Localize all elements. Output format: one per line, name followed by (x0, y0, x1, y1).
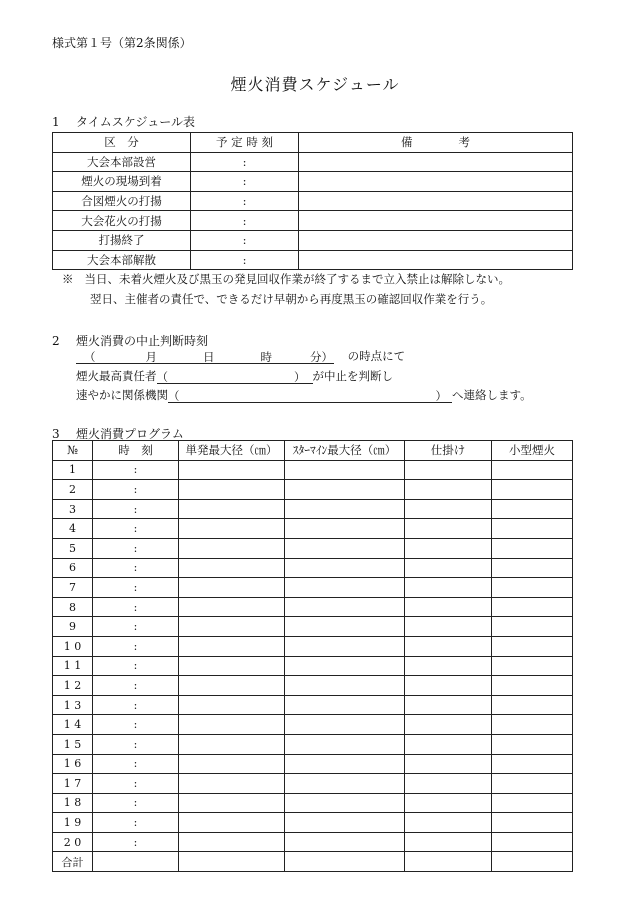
single-shell-cell[interactable] (179, 519, 285, 539)
set-piece-cell[interactable] (405, 597, 492, 617)
program-time-cell[interactable]: : (93, 793, 179, 813)
minute-label: 分） (310, 350, 333, 364)
set-piece-cell[interactable] (405, 813, 492, 833)
time-schedule-table (52, 132, 573, 270)
program-time-cell[interactable]: : (93, 832, 179, 852)
agency-line (76, 387, 532, 403)
starmine-cell[interactable] (285, 695, 405, 715)
single-shell-cell[interactable] (179, 460, 285, 480)
single-shell-cell[interactable] (179, 578, 285, 598)
section-1-number: 1 (52, 115, 60, 129)
program-time-cell[interactable]: : (93, 538, 179, 558)
fireworks-program-table (52, 440, 573, 872)
total-small-fireworks-cell[interactable] (492, 852, 573, 872)
set-piece-cell[interactable] (405, 480, 492, 500)
section-2-number: 2 (52, 334, 60, 348)
total-row (53, 852, 573, 872)
program-number-cell: 3 (53, 499, 93, 519)
agency-suffix: へ連絡します。 (452, 388, 532, 402)
set-piece-cell[interactable] (405, 793, 492, 813)
table-row (53, 832, 573, 852)
starmine-cell[interactable] (285, 676, 405, 696)
program-number-cell: 1 3 (53, 695, 93, 715)
table-row (53, 715, 573, 735)
manager-label: 煙火最高責任者 (76, 369, 157, 383)
program-time-cell[interactable]: : (93, 754, 179, 774)
single-shell-cell[interactable] (179, 636, 285, 656)
table-header-row (53, 133, 573, 153)
program-time-cell[interactable]: : (93, 715, 179, 735)
program-number-cell: 9 (53, 617, 93, 637)
set-piece-cell[interactable] (405, 519, 492, 539)
schedule-time-cell[interactable]: : (191, 211, 299, 231)
decision-datetime-line (76, 348, 405, 364)
section-1-title: タイムスケジュール表 (76, 115, 196, 129)
small-fireworks-cell[interactable] (492, 460, 573, 480)
set-piece-cell[interactable] (405, 715, 492, 735)
manager-suffix: が中止を判断し (312, 369, 393, 383)
schedule-item-label: 大会花火の打揚 (53, 211, 191, 231)
schedule-remarks-cell[interactable] (299, 172, 573, 192)
program-number-cell: 1 (53, 460, 93, 480)
header-category: 区 分 (53, 133, 191, 153)
manager-line (76, 368, 393, 384)
starmine-cell[interactable] (285, 617, 405, 637)
program-time-cell[interactable]: : (93, 813, 179, 833)
header-remarks: 備 考 (299, 133, 573, 153)
small-fireworks-cell[interactable] (492, 813, 573, 833)
program-time-cell[interactable]: : (93, 774, 179, 794)
header-single-shell-max-diameter: 単発最大径（㎝） (179, 441, 285, 461)
program-time-cell[interactable]: : (93, 499, 179, 519)
starmine-cell[interactable] (285, 480, 405, 500)
starmine-cell[interactable] (285, 460, 405, 480)
section-2-heading (52, 332, 208, 349)
note-mark: ※ (62, 272, 74, 286)
single-shell-cell[interactable] (179, 558, 285, 578)
program-number-cell: 1 4 (53, 715, 93, 735)
agency-paren-open: （ (168, 389, 180, 403)
small-fireworks-cell[interactable] (492, 538, 573, 558)
single-shell-cell[interactable] (179, 499, 285, 519)
set-piece-cell[interactable] (405, 774, 492, 794)
program-number-cell: 1 8 (53, 793, 93, 813)
section-1-heading (52, 113, 195, 130)
small-fireworks-cell[interactable] (492, 480, 573, 500)
program-time-cell[interactable]: : (93, 578, 179, 598)
program-time-cell[interactable]: : (93, 480, 179, 500)
program-time-cell[interactable]: : (93, 734, 179, 754)
program-time-cell[interactable]: : (93, 656, 179, 676)
table-row (53, 250, 573, 270)
day-label: 日 (203, 350, 215, 364)
month-label: 月 (145, 350, 157, 364)
total-single-shell-cell[interactable] (179, 852, 285, 872)
program-number-cell: 4 (53, 519, 93, 539)
header-scheduled-time: 予 定 時 刻 (191, 133, 299, 153)
small-fireworks-cell[interactable] (492, 754, 573, 774)
starmine-cell[interactable] (285, 499, 405, 519)
page-title: 煙火消費スケジュール (230, 75, 400, 94)
schedule-remarks-cell[interactable] (299, 152, 573, 172)
table-row (53, 676, 573, 696)
program-number-cell: 1 0 (53, 636, 93, 656)
program-number-cell: 1 2 (53, 676, 93, 696)
total-time-cell[interactable] (93, 852, 179, 872)
starmine-cell[interactable] (285, 715, 405, 735)
small-fireworks-cell[interactable] (492, 558, 573, 578)
schedule-remarks-cell[interactable] (299, 250, 573, 270)
starmine-cell[interactable] (285, 558, 405, 578)
form-number: 様式第１号（第2条関係） (52, 36, 192, 50)
table-row (53, 519, 573, 539)
schedule-item-label: 煙火の現場到着 (53, 172, 191, 192)
program-number-cell: 1 1 (53, 656, 93, 676)
small-fireworks-cell[interactable] (492, 774, 573, 794)
schedule-remarks-cell[interactable] (299, 191, 573, 211)
starmine-cell[interactable] (285, 519, 405, 539)
program-number-cell: 1 9 (53, 813, 93, 833)
small-fireworks-cell[interactable] (492, 695, 573, 715)
starmine-cell[interactable] (285, 538, 405, 558)
table-row (53, 191, 573, 211)
header-number: № (53, 441, 93, 461)
note-text-1: 当日、未着火煙火及び黒玉の発見回収作業が終了するまで立入禁止は解除しない。 (84, 272, 510, 286)
program-number-cell: 1 6 (53, 754, 93, 774)
table-row (53, 813, 573, 833)
header-small-fireworks: 小型煙火 (492, 441, 573, 461)
single-shell-cell[interactable] (179, 774, 285, 794)
starmine-cell[interactable] (285, 578, 405, 598)
program-number-cell: 7 (53, 578, 93, 598)
schedule-time-cell[interactable]: : (191, 230, 299, 250)
starmine-cell[interactable] (285, 793, 405, 813)
small-fireworks-cell[interactable] (492, 499, 573, 519)
table-row (53, 793, 573, 813)
single-shell-cell[interactable] (179, 597, 285, 617)
schedule-item-label: 合図煙火の打揚 (53, 191, 191, 211)
section-3-number: 3 (52, 427, 60, 441)
program-time-cell[interactable]: : (93, 597, 179, 617)
set-piece-cell[interactable] (405, 656, 492, 676)
manager-name-field[interactable] (157, 369, 313, 384)
small-fireworks-cell[interactable] (492, 676, 573, 696)
agency-label: 速やかに関係機関 (76, 388, 168, 402)
program-number-cell: 5 (53, 538, 93, 558)
table-row (53, 656, 573, 676)
small-fireworks-cell[interactable] (492, 715, 573, 735)
program-number-cell: 1 7 (53, 774, 93, 794)
small-fireworks-cell[interactable] (492, 578, 573, 598)
small-fireworks-cell[interactable] (492, 656, 573, 676)
small-fireworks-cell[interactable] (492, 617, 573, 637)
program-time-cell[interactable]: : (93, 519, 179, 539)
small-fireworks-cell[interactable] (492, 636, 573, 656)
single-shell-cell[interactable] (179, 480, 285, 500)
table-row (53, 211, 573, 231)
date-open-paren: （ (84, 350, 96, 364)
small-fireworks-cell[interactable] (492, 793, 573, 813)
decision-datetime-field[interactable] (76, 349, 334, 364)
program-time-cell[interactable]: : (93, 636, 179, 656)
manager-paren-open: （ (156, 370, 168, 384)
starmine-cell[interactable] (285, 636, 405, 656)
program-time-cell[interactable]: : (93, 695, 179, 715)
starmine-cell[interactable] (285, 597, 405, 617)
total-label: 合計 (53, 852, 93, 872)
section-3-title: 煙火消費プログラム (76, 427, 184, 441)
schedule-remarks-cell[interactable] (299, 211, 573, 231)
program-time-cell[interactable]: : (93, 617, 179, 637)
note-line-2: 翌日、主催者の責任で、できるだけ早朝から再度黒玉の確認回収作業を行う。 (90, 292, 493, 306)
single-shell-cell[interactable] (179, 656, 285, 676)
total-set-piece-cell[interactable] (405, 852, 492, 872)
table-row (53, 597, 573, 617)
date-suffix: の時点にて (347, 349, 406, 363)
schedule-remarks-cell[interactable] (299, 230, 573, 250)
single-shell-cell[interactable] (179, 617, 285, 637)
table-row (53, 230, 573, 250)
program-number-cell: 6 (53, 558, 93, 578)
table-row (53, 578, 573, 598)
starmine-cell[interactable] (285, 754, 405, 774)
set-piece-cell[interactable] (405, 832, 492, 852)
small-fireworks-cell[interactable] (492, 832, 573, 852)
table-row (53, 695, 573, 715)
single-shell-cell[interactable] (179, 754, 285, 774)
starmine-cell[interactable] (285, 832, 405, 852)
set-piece-cell[interactable] (405, 695, 492, 715)
set-piece-cell[interactable] (405, 676, 492, 696)
schedule-time-cell[interactable]: : (191, 191, 299, 211)
set-piece-cell[interactable] (405, 734, 492, 754)
schedule-time-cell[interactable]: : (191, 172, 299, 192)
single-shell-cell[interactable] (179, 538, 285, 558)
table-row (53, 734, 573, 754)
set-piece-cell[interactable] (405, 578, 492, 598)
set-piece-cell[interactable] (405, 538, 492, 558)
table-row (53, 774, 573, 794)
agency-paren-close: ） (435, 389, 447, 403)
header-set-pieces: 仕掛け (405, 441, 492, 461)
program-number-cell: 2 0 (53, 832, 93, 852)
small-fireworks-cell[interactable] (492, 519, 573, 539)
table-row (53, 152, 573, 172)
manager-paren-close: ） (294, 370, 306, 384)
header-time: 時 刻 (93, 441, 179, 461)
table-row (53, 617, 573, 637)
starmine-cell[interactable] (285, 734, 405, 754)
schedule-item-label: 大会本部解散 (53, 250, 191, 270)
starmine-cell[interactable] (285, 656, 405, 676)
table-row (53, 538, 573, 558)
program-number-cell: 1 5 (53, 734, 93, 754)
schedule-item-label: 打揚終了 (53, 230, 191, 250)
set-piece-cell[interactable] (405, 617, 492, 637)
single-shell-cell[interactable] (179, 695, 285, 715)
set-piece-cell[interactable] (405, 460, 492, 480)
program-number-cell: 8 (53, 597, 93, 617)
set-piece-cell[interactable] (405, 754, 492, 774)
table-row (53, 460, 573, 480)
single-shell-cell[interactable] (179, 832, 285, 852)
starmine-cell[interactable] (285, 813, 405, 833)
program-time-cell[interactable]: : (93, 676, 179, 696)
set-piece-cell[interactable] (405, 636, 492, 656)
agency-name-field[interactable] (168, 388, 452, 403)
schedule-item-label: 大会本部設営 (53, 152, 191, 172)
small-fireworks-cell[interactable] (492, 734, 573, 754)
single-shell-cell[interactable] (179, 715, 285, 735)
section-2-title: 煙火消費の中止判断時刻 (76, 334, 209, 348)
header-starmine-max-diameter: ｽﾀｰﾏｲﾝ最大径（㎝） (285, 441, 405, 461)
small-fireworks-cell[interactable] (492, 597, 573, 617)
program-time-cell[interactable]: : (93, 558, 179, 578)
table-row (53, 172, 573, 192)
program-time-cell[interactable]: : (93, 460, 179, 480)
hour-label: 時 (260, 350, 272, 364)
note-line-1 (62, 271, 510, 287)
table-row (53, 480, 573, 500)
table-header-row (53, 441, 573, 461)
schedule-time-cell[interactable]: : (191, 152, 299, 172)
table-row (53, 636, 573, 656)
table-row (53, 558, 573, 578)
table-row (53, 754, 573, 774)
table-row (53, 499, 573, 519)
single-shell-cell[interactable] (179, 676, 285, 696)
schedule-time-cell[interactable]: : (191, 250, 299, 270)
set-piece-cell[interactable] (405, 558, 492, 578)
starmine-cell[interactable] (285, 774, 405, 794)
single-shell-cell[interactable] (179, 734, 285, 754)
program-number-cell: 2 (53, 480, 93, 500)
single-shell-cell[interactable] (179, 793, 285, 813)
total-starmine-cell[interactable] (285, 852, 405, 872)
single-shell-cell[interactable] (179, 813, 285, 833)
set-piece-cell[interactable] (405, 499, 492, 519)
